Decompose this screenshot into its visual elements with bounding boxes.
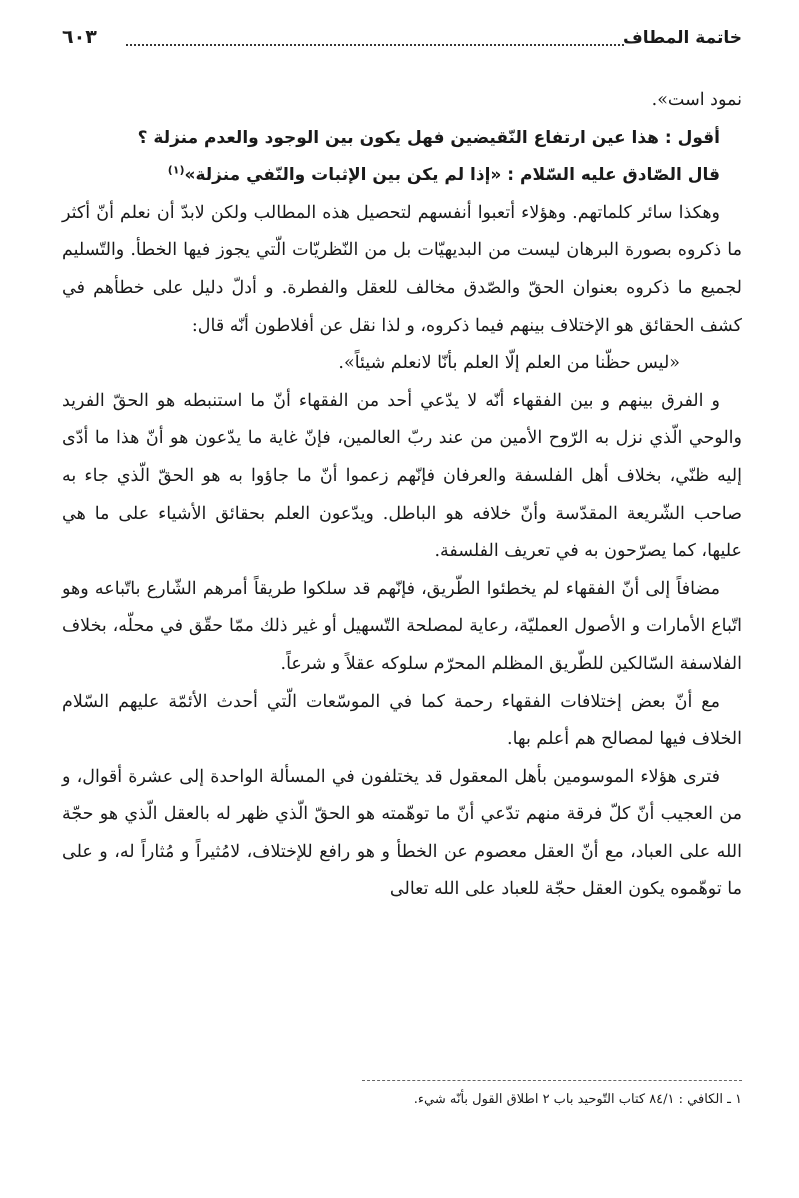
paragraph-body: و الفرق بينهم و بين الفقهاء أنّه لا يدّعي أحد من الفقهاء أنّ ما استنبطه هو الحقّ الفريد والوحي الّذي نزل به الرّوح الأمين من عند ربّ العالمين، فإنّ غاية ما يدّعون هو أنّ هذا ما أدّى إليه ظنّي، بخلاف أهل الفلسفة والعرفان فإنّهم زعموا أنّ ما جاؤوا به هو الحقّ الّذي جاء به صاحب الشّريعة المقدّسة وأنّ خلافه هو الباطل. ويدّعون العلم بحقائق الأشياء على ما هي عليها، كما يصرّحون به في تعريف الفلسفة. <box>62 390 742 562</box>
aqool-label: أقول : <box>664 127 720 148</box>
footnote-separator <box>362 1080 742 1081</box>
header-dotted-leader <box>126 44 624 46</box>
book-page <box>62 22 742 1172</box>
paragraph-body: مع أنّ بعض إختلافات الفقهاء رحمة كما في الموسّعات الّتي أحدث الأئمّة عليهم السّلام الخلاف فيها لمصالح هم أعلم بها. <box>62 691 742 750</box>
chapter-title: خاتمة المطاف <box>623 28 742 48</box>
paragraph-body: وهكذا سائر كلماتهم. وهؤلاء أتعبوا أنفسهم لتحصيل هذه المطالب ولكن لابدّ أن نعلم أنّ أكثر ما ذكروه بصورة البرهان ليست من البديهيّات بل من النّظريّات الّتي يجوز فيها الخطأ. والتّسليم لجميع ما ذكروه بعنوان الحقّ والصّدق مخالف للعقل والفطرة. و أدلّ دليل على خطأهم في كشف الحقائق هو الإختلاف بينهم فيما ذكروه، و لذا نقل عن أفلاطون أنّه قال: <box>62 202 742 336</box>
paragraph-hadith <box>62 157 742 195</box>
footnote: ١ ـ الكافي : ٨٤/١ كتاب التّوحيد باب ٢ اطلاق القول بأنّه شيء. <box>413 1092 742 1107</box>
hadith-text: قال الصّادق عليه السّلام : «إذا لم يكن بين الإثبات والنّفي منزلة» <box>184 165 720 186</box>
paragraph-continuation: نمود است». <box>651 90 742 110</box>
page-number: ٦٠٣ <box>62 26 97 48</box>
footnote-ref: (١) <box>167 163 185 177</box>
paragraph-body: فترى هؤلاء الموسومين بأهل المعقول قد يختلفون في المسألة الواحدة إلى عشرة أقوال، و من العجيب أنّ كلّ فرقة منهم تدّعي أنّ ما توهّمته هو الحقّ الّذي ظهر له بالعقل الّذي هو حجّة الله على العباد، مع أنّ العقل معصوم عن الخطأ و هو رافع للإختلاف، لامُثيراً و مُثاراً له، و على ما توهّموه يكون العقل حجّة للعباد على الله تعالى <box>62 766 742 900</box>
running-header <box>62 22 742 56</box>
main-text <box>62 82 742 909</box>
aqool-text: هذا عين ارتفاع النّقيضين فهل يكون بين الوجود والعدم منزلة ؟ <box>137 127 659 148</box>
paragraph-aqool <box>62 120 742 158</box>
plato-quote: «ليس حظّنا من العلم إلّا العلم بأنّا لانعلم شيئاً». <box>338 353 680 374</box>
paragraph-body: مضافاً إلى أنّ الفقهاء لم يخطئوا الطّريق، فإنّهم قد سلكوا طريقاً أمرهم الشّارع باتّباعه وهو اتّباع الأمارات و الأصول العمليّة، رعاية لمصلحة التّسهيل أو غير ذلك ممّا حقّق في محلّه، بخلاف الفلاسفة السّالكين للطّريق المظلم المحرّم سلوكه عقلاً و شرعاً. <box>62 578 742 674</box>
